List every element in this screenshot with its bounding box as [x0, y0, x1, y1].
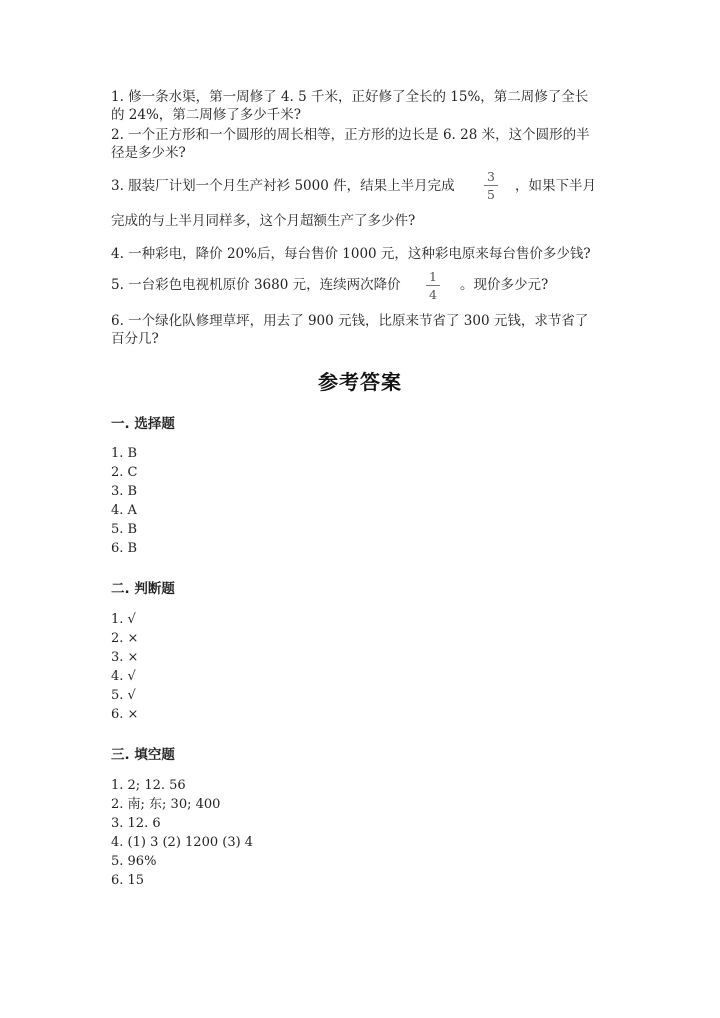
- choice-answer-item: 6. B: [111, 541, 138, 556]
- judge-answer-item: 2. ×: [111, 631, 139, 646]
- question-5-line-1-after: 。现价多少元?: [460, 277, 549, 293]
- question-6-line-2: 百分几?: [111, 331, 159, 347]
- fraction-bar: [484, 185, 498, 186]
- judge-answer-item: 6. ×: [111, 707, 139, 722]
- section-heading-choice: 一. 选择题: [111, 416, 175, 432]
- question-3-line-1-after: ，如果下半月: [515, 178, 596, 194]
- fraction-denominator: 5: [487, 187, 495, 202]
- choice-answer-item: 5. B: [111, 522, 138, 537]
- choice-answer-item: 4. A: [111, 503, 137, 518]
- fill-answer-item: 1. 2; 12. 56: [111, 778, 186, 793]
- question-5-line-1-before: 5. 一台彩色电视机原价 3680 元，连续两次降价: [111, 277, 401, 293]
- question-4-line-1: 4. 一种彩电，降价 20%后，每台售价 1000 元，这种彩电原来每台售价多少钱?: [111, 246, 591, 262]
- question-2-line-2: 径是多少米?: [111, 145, 186, 161]
- question-2-line-1: 2. 一个正方形和一个圆形的周长相等，正方形的边长是 6. 28 米，这个圆形的半: [111, 127, 590, 143]
- judge-answer-item: 1. √: [111, 612, 136, 627]
- question-3-line-1-before: 3. 服装厂计划一个月生产衬衫 5000 件，结果上半月完成: [111, 178, 455, 194]
- judge-answer-item: 3. ×: [111, 650, 139, 665]
- question-6-line-1: 6. 一个绿化队修理草坪，用去了 900 元钱，比原来节省了 300 元钱，求节省了: [111, 313, 589, 329]
- judge-answer-item: 5. √: [111, 688, 136, 703]
- section-heading-judge: 二. 判断题: [111, 581, 175, 597]
- fill-answer-item: 2. 南; 东; 30; 400: [111, 797, 221, 812]
- fraction-numerator: 1: [429, 269, 437, 284]
- question-5-fraction: [424, 270, 442, 301]
- fraction-numerator: 3: [487, 169, 495, 184]
- choice-answer-item: 3. B: [111, 484, 138, 499]
- fraction-denominator: 4: [429, 287, 437, 302]
- answers-title: 参考答案: [318, 370, 402, 394]
- fill-answer-item: 6. 15: [111, 873, 145, 888]
- choice-answer-item: 1. B: [111, 446, 138, 461]
- question-3-fraction: [482, 170, 500, 201]
- fill-answer-item: 3. 12. 6: [111, 816, 161, 831]
- section-heading-fill: 三. 填空题: [111, 747, 175, 763]
- question-1-line-1: 1. 修一条水渠，第一周修了 4. 5 千米，正好修了全长的 15%，第二周修了全长: [111, 89, 589, 105]
- choice-answer-item: 2. C: [111, 465, 138, 480]
- question-1-line-2: 的 24%，第二周修了多少千米?: [111, 107, 302, 123]
- question-3-line-2: 完成的与上半月同样多，这个月超额生产了多少件?: [111, 213, 416, 229]
- fill-answer-item: 5. 96%: [111, 854, 157, 869]
- fraction-bar: [426, 285, 440, 286]
- fill-answer-item: 4. (1) 3 (2) 1200 (3) 4: [111, 835, 254, 850]
- judge-answer-item: 4. √: [111, 669, 136, 684]
